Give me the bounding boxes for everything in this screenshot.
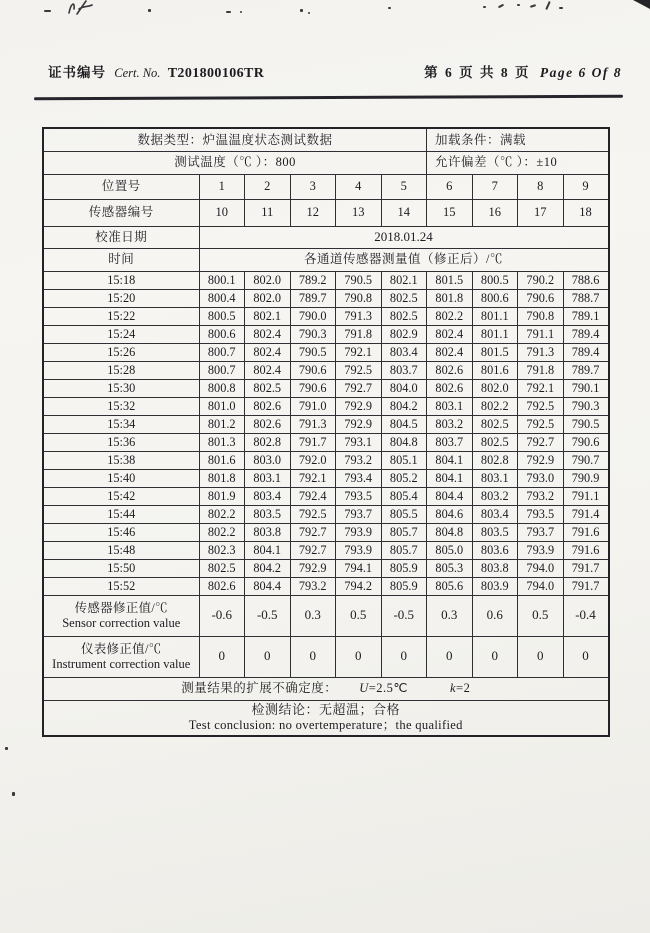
sensor-no-label-cell: 传感器编号 (43, 199, 199, 226)
measurement-cell: 791.1 (518, 325, 564, 343)
cert-number: T201800106TR (167, 66, 265, 81)
measurement-cell: 791.4 (563, 505, 609, 523)
measurement-cell: 802.2 (472, 397, 518, 415)
measurement-cell: 802.2 (199, 505, 245, 523)
measurement-cell: 792.7 (518, 433, 564, 451)
measurement-cell: 802.8 (472, 451, 518, 469)
measurement-cell: 802.5 (381, 289, 427, 307)
scan-artifact (5, 747, 8, 750)
measurement-cell: 791.7 (563, 559, 609, 577)
value-cell: 8 (518, 174, 564, 199)
conclusion-en: Test conclusion: no overtemperature；the qualified (188, 717, 463, 732)
measurement-cell: 793.2 (336, 451, 382, 469)
measurement-cell: 793.9 (336, 541, 382, 559)
value-cell: -0.4 (563, 595, 609, 636)
measurement-cell: 805.1 (381, 451, 427, 469)
measurement-cell: 805.3 (427, 559, 473, 577)
measurement-cell: 792.1 (336, 343, 382, 361)
measurement-cell: 792.7 (290, 541, 336, 559)
sensor-correction-label-cn: 传感器修正值/℃ (74, 601, 168, 616)
row-sensor-numbers (43, 199, 609, 226)
measurement-cell: 791.0 (290, 397, 336, 415)
reading-row (43, 397, 609, 415)
measurement-cell: 803.5 (472, 523, 518, 541)
value-cell: 0 (472, 636, 518, 677)
measurement-cell: 800.4 (199, 289, 245, 307)
reading-row (43, 469, 609, 487)
value-cell: 13 (336, 199, 382, 226)
value-cell: 0 (245, 636, 291, 677)
measurement-cell: 801.6 (199, 451, 245, 469)
measurement-cell: 805.2 (381, 469, 427, 487)
reading-row (43, 415, 609, 433)
time-cell: 15:48 (43, 541, 199, 559)
measurement-cell: 790.5 (563, 415, 609, 433)
scan-artifact (483, 6, 486, 8)
measurement-cell: 802.0 (245, 271, 291, 289)
value-cell: 15 (427, 199, 473, 226)
measurement-cell: 803.5 (245, 505, 291, 523)
measurement-cell: 800.6 (199, 325, 245, 343)
test-data-table (42, 127, 610, 737)
calibration-date-cell: 2018.01.24 (199, 226, 609, 248)
value-cell: 0 (290, 636, 336, 677)
reading-row (43, 433, 609, 451)
measurement-cell: 802.0 (245, 289, 291, 307)
measurement-cell: 801.2 (199, 415, 245, 433)
value-cell: 0.5 (518, 595, 564, 636)
reading-row (43, 577, 609, 595)
reading-row (43, 307, 609, 325)
row-time-header (43, 248, 609, 271)
measurement-cell: 792.7 (336, 379, 382, 397)
measurement-cell: 803.2 (472, 487, 518, 505)
reading-row (43, 487, 609, 505)
scan-artifact (240, 11, 242, 13)
measurement-cell: 789.7 (563, 361, 609, 379)
measurement-cell: 802.6 (199, 577, 245, 595)
certificate-number-line (48, 61, 264, 82)
measurement-cell: 793.2 (290, 577, 336, 595)
value-cell: 0 (199, 636, 245, 677)
measurement-cell: 790.6 (290, 379, 336, 397)
measurement-cell: 790.8 (518, 307, 564, 325)
measurement-cell: 802.6 (245, 415, 291, 433)
measurement-cell: 805.9 (381, 559, 427, 577)
value-cell: 14 (381, 199, 427, 226)
measurement-cell: 803.4 (245, 487, 291, 505)
reading-row (43, 289, 609, 307)
measurement-cell: 791.7 (290, 433, 336, 451)
calibration-date-label-cell: 校准日期 (43, 226, 199, 248)
reading-row (43, 505, 609, 523)
measurement-cell: 800.1 (199, 271, 245, 289)
measurement-cell: 803.7 (427, 433, 473, 451)
uncertainty-k-symbol: k (449, 681, 457, 696)
uncertainty-k-value: =2 (456, 681, 471, 696)
measurement-cell: 803.7 (381, 361, 427, 379)
row-conclusion (43, 700, 609, 736)
measurement-cell: 794.1 (336, 559, 382, 577)
measurement-cell: 804.2 (381, 397, 427, 415)
measurement-cell: 793.2 (518, 487, 564, 505)
scan-artifact (530, 4, 536, 8)
row-positions (43, 174, 609, 199)
measurement-cell: 802.4 (245, 325, 291, 343)
measurement-cell: 790.1 (563, 379, 609, 397)
measurement-cell: 800.6 (472, 289, 518, 307)
measurement-cell: 802.5 (381, 307, 427, 325)
measurement-cell: 802.5 (199, 559, 245, 577)
test-temp-cell: 测试温度（℃ ）：800 (43, 151, 427, 174)
measurement-cell: 793.1 (336, 433, 382, 451)
uncertainty-label: 测量结果的扩展不确定度： (181, 681, 338, 696)
measurement-cell: 802.1 (245, 307, 291, 325)
row-data-type (43, 128, 609, 151)
measurement-cell: 800.7 (199, 343, 245, 361)
value-cell: 7 (472, 174, 518, 199)
measurement-cell: 792.1 (518, 379, 564, 397)
value-cell: 9 (563, 174, 609, 199)
measurement-cell: 791.8 (518, 361, 564, 379)
reading-row (43, 361, 609, 379)
value-cell: 0 (336, 636, 382, 677)
measurement-cell: 805.7 (381, 541, 427, 559)
sensor-correction-label-en: Sensor correction value (62, 615, 181, 630)
measurement-cell: 790.3 (563, 397, 609, 415)
measurement-cell: 793.9 (518, 541, 564, 559)
conclusion-cn: 检测结论：无超温；合格 (251, 702, 401, 718)
value-cell: 0.3 (290, 595, 336, 636)
uncertainty-u-symbol: U (359, 681, 369, 696)
measurement-cell: 801.6 (472, 361, 518, 379)
reading-row (43, 343, 609, 361)
value-cell: 0 (563, 636, 609, 677)
row-test-temp (43, 151, 609, 174)
measurement-cell: 792.5 (518, 415, 564, 433)
measurement-cell: 791.6 (563, 523, 609, 541)
measurement-cell: 793.0 (518, 469, 564, 487)
value-cell: -0.5 (381, 595, 427, 636)
measurement-cell: 789.4 (563, 325, 609, 343)
measurement-cell: 791.8 (336, 325, 382, 343)
conclusion-cell (43, 700, 609, 736)
value-cell: 0.3 (427, 595, 473, 636)
measurement-cell: 792.9 (336, 397, 382, 415)
measurement-cell: 791.3 (290, 415, 336, 433)
scan-artifact (545, 1, 550, 10)
measurement-cell: 794.0 (518, 559, 564, 577)
measurement-cell: 802.6 (245, 397, 291, 415)
reading-row (43, 541, 609, 559)
measurement-cell: 803.8 (245, 523, 291, 541)
header-rule (34, 95, 623, 101)
measurement-cell: 790.3 (290, 325, 336, 343)
measurement-cell: 803.8 (472, 559, 518, 577)
measurement-cell: 792.9 (290, 559, 336, 577)
reading-row (43, 523, 609, 541)
measurement-cell: 801.5 (472, 343, 518, 361)
measurement-cell: 802.4 (245, 361, 291, 379)
load-condition-cell: 加载条件：满载 (427, 128, 609, 151)
measurement-cell: 792.1 (290, 469, 336, 487)
measurement-cell: 793.9 (336, 523, 382, 541)
measurement-cell: 802.1 (381, 271, 427, 289)
scan-artifact (226, 11, 231, 13)
value-cell: 17 (518, 199, 564, 226)
value-cell: 0 (381, 636, 427, 677)
measurement-cell: 792.5 (518, 397, 564, 415)
measurement-cell: 803.1 (427, 397, 473, 415)
measurement-cell: 790.0 (290, 307, 336, 325)
time-cell: 15:24 (43, 325, 199, 343)
measurement-cell: 804.5 (381, 415, 427, 433)
measurement-cell: 805.7 (381, 523, 427, 541)
uncertainty-u-value: =2.5℃ (368, 681, 408, 696)
measurement-cell: 789.2 (290, 271, 336, 289)
scan-artifact (308, 12, 310, 14)
measurement-cell: 804.4 (427, 487, 473, 505)
scan-artifact (44, 10, 51, 12)
time-cell: 15:34 (43, 415, 199, 433)
measurement-cell: 790.9 (563, 469, 609, 487)
sensor-correction-label-cell (43, 595, 199, 636)
page-info-en: Page 6 Of 8 (539, 65, 622, 80)
measurement-cell: 802.6 (427, 361, 473, 379)
measurement-cell: 801.9 (199, 487, 245, 505)
measurement-cell: 805.9 (381, 577, 427, 595)
measurement-cell: 792.7 (290, 523, 336, 541)
scan-corner-artifact (633, 0, 650, 9)
measurement-cell: 804.4 (245, 577, 291, 595)
time-cell: 15:46 (43, 523, 199, 541)
measurement-cell: 800.5 (472, 271, 518, 289)
time-cell: 15:26 (43, 343, 199, 361)
value-cell: 0.6 (472, 595, 518, 636)
measurement-cell: 790.5 (290, 343, 336, 361)
measurement-cell: 802.8 (245, 433, 291, 451)
time-cell: 15:22 (43, 307, 199, 325)
scan-artifact (517, 4, 520, 6)
instrument-correction-label-cell (43, 636, 199, 677)
measurement-cell: 789.1 (563, 307, 609, 325)
value-cell: 1 (199, 174, 245, 199)
measurement-cell: 804.8 (427, 523, 473, 541)
value-cell: 0 (518, 636, 564, 677)
reading-row (43, 559, 609, 577)
measurement-cell: 803.4 (472, 505, 518, 523)
measurement-cell: 791.3 (518, 343, 564, 361)
measurement-cell: 801.5 (427, 271, 473, 289)
value-cell: 6 (427, 174, 473, 199)
measurement-cell: 802.4 (245, 343, 291, 361)
measurement-cell: 791.7 (563, 577, 609, 595)
measurement-cell: 789.7 (290, 289, 336, 307)
time-cell: 15:18 (43, 271, 199, 289)
measurement-cell: 791.1 (563, 487, 609, 505)
scan-artifact (559, 7, 563, 9)
measurement-cell: 792.0 (290, 451, 336, 469)
measurement-cell: 788.6 (563, 271, 609, 289)
scan-artifact (388, 7, 391, 9)
reading-row (43, 451, 609, 469)
measurement-cell: 802.4 (427, 343, 473, 361)
scan-artifact (12, 792, 15, 796)
measurement-cell: 792.5 (336, 361, 382, 379)
measurement-cell: 803.6 (472, 541, 518, 559)
page-info-cn: 第 6 页 共 8 页 (424, 65, 531, 80)
row-calibration-date (43, 226, 609, 248)
time-cell: 15:40 (43, 469, 199, 487)
measurement-cell: 792.4 (290, 487, 336, 505)
measurement-cell: 789.4 (563, 343, 609, 361)
measurement-cell: 801.8 (427, 289, 473, 307)
measurement-cell: 800.5 (199, 307, 245, 325)
time-cell: 15:52 (43, 577, 199, 595)
value-cell: 4 (336, 174, 382, 199)
measurement-cell: 805.0 (427, 541, 473, 559)
measurement-cell: 804.1 (427, 469, 473, 487)
measurement-cell: 790.5 (336, 271, 382, 289)
scan-artifact (148, 9, 151, 12)
time-cell: 15:50 (43, 559, 199, 577)
readings-body (43, 271, 609, 595)
measurement-cell: 803.1 (245, 469, 291, 487)
measurement-cell: 802.4 (427, 325, 473, 343)
measurement-cell: 793.5 (336, 487, 382, 505)
channel-header-cell: 各通道传感器测量值（修正后）/℃ (199, 248, 609, 271)
measurement-cell: 801.8 (199, 469, 245, 487)
time-cell: 15:42 (43, 487, 199, 505)
reading-row (43, 379, 609, 397)
measurement-cell: 800.7 (199, 361, 245, 379)
measurement-cell: 790.6 (290, 361, 336, 379)
cert-label-en: Cert. No. (114, 66, 161, 80)
measurement-cell: 803.2 (427, 415, 473, 433)
instrument-correction-label-cn: 仪表修正值/℃ (80, 642, 162, 657)
measurement-cell: 803.9 (472, 577, 518, 595)
measurement-cell: 803.0 (245, 451, 291, 469)
measurement-cell: 790.8 (336, 289, 382, 307)
page-number-line (424, 61, 622, 81)
measurement-cell: 801.1 (472, 307, 518, 325)
measurement-cell: 802.2 (427, 307, 473, 325)
measurement-cell: 802.5 (472, 433, 518, 451)
measurement-cell: 794.2 (336, 577, 382, 595)
measurement-cell: 800.8 (199, 379, 245, 397)
measurement-cell: 793.7 (336, 505, 382, 523)
measurement-cell: 802.0 (472, 379, 518, 397)
time-cell: 15:30 (43, 379, 199, 397)
measurement-cell: 805.5 (381, 505, 427, 523)
value-cell: -0.6 (199, 595, 245, 636)
time-cell: 15:38 (43, 451, 199, 469)
measurement-cell: 793.4 (336, 469, 382, 487)
value-cell: 11 (245, 199, 291, 226)
measurement-cell: 790.2 (518, 271, 564, 289)
reading-row (43, 325, 609, 343)
value-cell: 18 (563, 199, 609, 226)
value-cell: 2 (245, 174, 291, 199)
measurement-cell: 801.3 (199, 433, 245, 451)
time-cell: 15:20 (43, 289, 199, 307)
measurement-cell: 804.1 (245, 541, 291, 559)
value-cell: 3 (290, 174, 336, 199)
measurement-cell: 790.7 (563, 451, 609, 469)
measurement-cell: 791.6 (563, 541, 609, 559)
row-sensor-correction (43, 595, 609, 636)
measurement-cell: 792.5 (290, 505, 336, 523)
reading-row (43, 271, 609, 289)
page-header (48, 61, 622, 82)
scan-artifact (498, 4, 504, 9)
measurement-cell: 805.6 (427, 577, 473, 595)
value-cell: 0.5 (336, 595, 382, 636)
data-type-cell: 数据类型：炉温温度状态测试数据 (43, 128, 427, 151)
time-cell: 15:32 (43, 397, 199, 415)
measurement-cell: 792.9 (518, 451, 564, 469)
value-cell: 12 (290, 199, 336, 226)
measurement-cell: 801.0 (199, 397, 245, 415)
value-cell: 0 (427, 636, 473, 677)
measurement-cell: 790.6 (518, 289, 564, 307)
value-cell: 5 (381, 174, 427, 199)
row-uncertainty (43, 677, 609, 700)
measurement-cell: 793.5 (518, 505, 564, 523)
measurement-cell: 802.3 (199, 541, 245, 559)
measurement-cell: 788.7 (563, 289, 609, 307)
measurement-cell: 805.4 (381, 487, 427, 505)
measurement-cell: 804.0 (381, 379, 427, 397)
measurement-cell: 793.7 (518, 523, 564, 541)
value-cell: 16 (472, 199, 518, 226)
time-label-cell: 时间 (43, 248, 199, 271)
measurement-cell: 804.6 (427, 505, 473, 523)
time-cell: 15:36 (43, 433, 199, 451)
measurement-cell: 802.5 (472, 415, 518, 433)
time-cell: 15:28 (43, 361, 199, 379)
handwriting-mark (66, 0, 96, 17)
uncertainty-cell (43, 677, 609, 700)
row-instrument-correction (43, 636, 609, 677)
allowed-deviation-cell: 允许偏差（℃ ）：±10 (427, 151, 609, 174)
measurement-cell: 790.6 (563, 433, 609, 451)
measurement-cell: 802.9 (381, 325, 427, 343)
measurement-cell: 802.2 (199, 523, 245, 541)
measurement-cell: 801.1 (472, 325, 518, 343)
measurement-cell: 802.6 (427, 379, 473, 397)
instrument-correction-label-en: Instrument correction value (52, 656, 191, 671)
measurement-cell: 804.2 (245, 559, 291, 577)
measurement-cell: 792.9 (336, 415, 382, 433)
measurement-cell: 803.1 (472, 469, 518, 487)
value-cell: -0.5 (245, 595, 291, 636)
time-cell: 15:44 (43, 505, 199, 523)
value-cell: 10 (199, 199, 245, 226)
measurement-cell: 804.1 (427, 451, 473, 469)
measurement-cell: 802.5 (245, 379, 291, 397)
scan-artifact (300, 9, 303, 12)
position-label-cell: 位置号 (43, 174, 199, 199)
measurement-cell: 794.0 (518, 577, 564, 595)
measurement-cell: 791.3 (336, 307, 382, 325)
cert-label-cn: 证书编号 (48, 65, 106, 80)
measurement-cell: 804.8 (381, 433, 427, 451)
measurement-cell: 803.4 (381, 343, 427, 361)
